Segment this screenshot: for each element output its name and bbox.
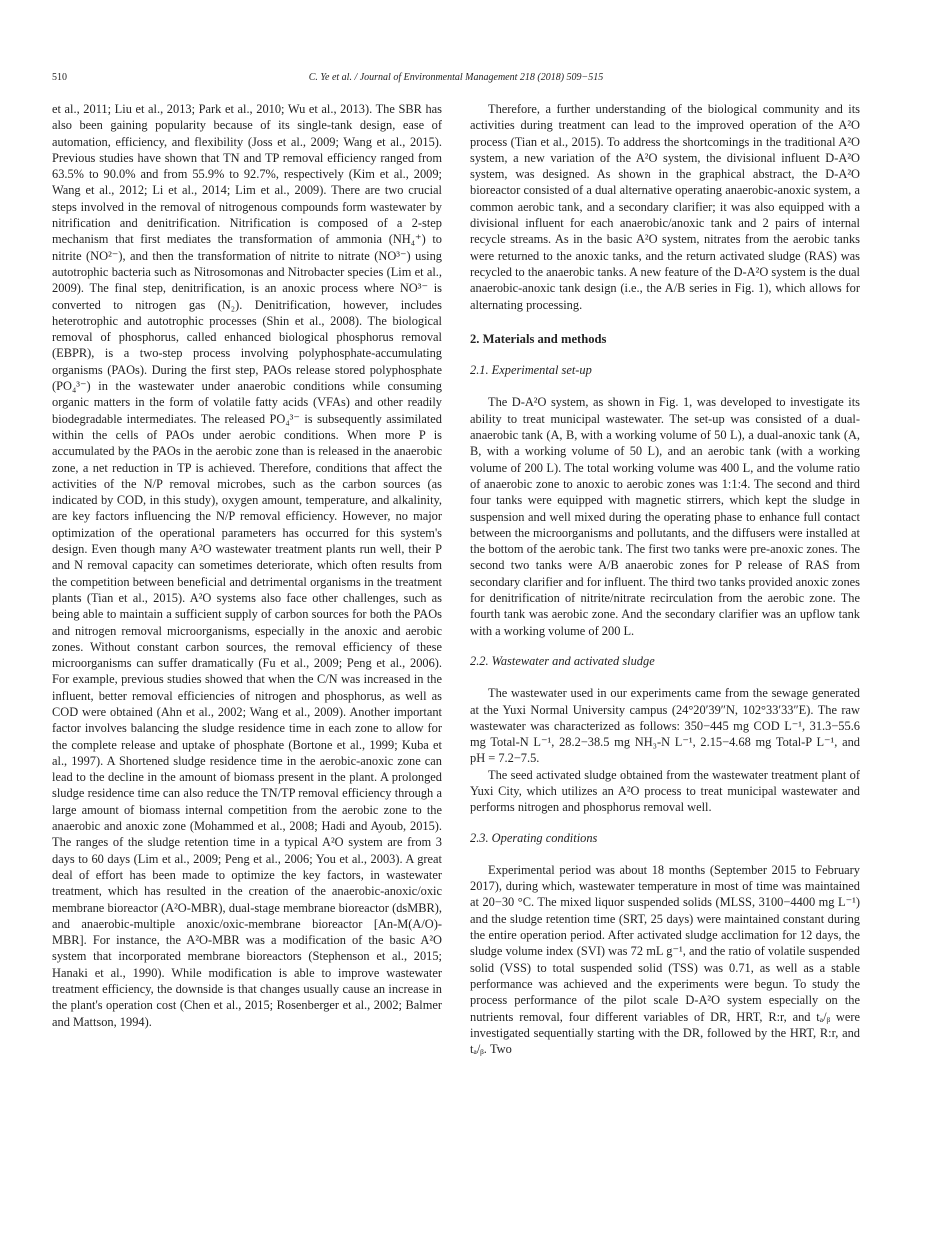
section-title-materials-methods: 2. Materials and methods xyxy=(470,331,607,346)
continued-paragraph: et al., 2011; Liu et al., 2013; Park et al., 2010; Wu et al., 2013). The SBR has also been gaining popularity because of its single-tank design, ease of automation, efficiency, and flexibility (Joss et al., 2009; Wang et al., 2015). Previous studies have shown that TN and TP removal efficiency ranged from 63.5% to 90.0% and from 55.9% to 92.7%, respectively (Kim et al., 2009; Wang et al., 2012; Li et al., 2014; Lim et al., 2009). There are two crucial steps involved in the removal of nitrogenous compounds form wastewater by nitrification and denitrification. Nitrification is composed of a 2-step mechanism that first mediates the transformation of ammonia (NH₄⁺) to nitrite (NO²⁻), and then the transformation of nitrite to nitrate (NO³⁻) using autotrophic bacteria such as Nitrosomonas and Nitrobacter species (Lim et al., 2009). The final step, denitrification, is an anoxic process where NO³⁻ is converted to nitrogen gas (N₂). Denitrification, however, includes heterotrophic and autotrophic processes (Shin et al., 2008). The biological removal of phosphorus, called enhanced biological phosphorus removal (EBPR), is a two-step process involving polyphosphate-accumulating organisms (PAOs). During the first step, PAOs release stored polyphosphate (PO₄³⁻) in the wastewater under anaerobic conditions while consuming organic matters in the form of volatile fatty acids (VFAs) and other readily biodegradable intermediates. The released PO₄³⁻ is subsequently assimilated within the cells of PAOs under aerobic conditions. When more P is accumulated by the PAOs in the aerobic zone than is released in the anaerobic zone, a net reduction in TP is achieved. Therefore, conditions that affect the activities of the N/P removal microbes, such as the carbon sources (as indicated by COD, in this study), oxygen amount, temperature, and alkalinity, are key factors influencing the N/P removal efficiency. However, no major optimization of the operational parameters has occurred for this system's design. Even though many A²O wastewater treatment plants run well, their P and N removal capacity can sometimes deteriorate, which often results from the competition between beneficial and detrimental organisms in the treatment plants (Tian et al., 2015). A²O systems also face other challenges, such as being able to maintain a sufficient supply of carbon sources for both the PAOs and nitrogen removal microorganisms, especially in the anoxic and aerobic zones. Without constant carbon sources, the removal efficiency of these microorganisms can suffer dramatically (Fu et al., 2009; Peng et al., 2006). For example, previous studies showed that when the C/N was increased in the influent, better removal efficiencies of nitrogen and phosphorus, as well as COD were obtained (Ahn et al., 2002; Wang et al., 2009). Another important factor involves balancing the sludge residence time in each zone to allow for the complete release and uptake of phosphate (Bortone et al., 1999; Kuba et al., 1997). A Shortened sludge residence time in the aerobic-anoxic zone can lead to the decline in the amount of biomass present in the plant. A prolonged sludge residence time can also reduce the TN/TP removal efficiency through a large amount of biomass internal competition from the aerobic zone to the anaerobic and anoxic zone (Mohammed et al., 2008; Hadi and Ayoub, 2015). The ranges of the sludge retention time in a typical A²O system are from 3 days to 60 days (Lim et al., 2009; Peng et al., 2006; You et al., 2003). A great deal of effort has been made to optimize the key factors, in wastewater treatment, which has resulted in the creation of the anaerobic-anoxic/oxic membrane bioreactor (A²O-MBR), dual-stage membrane bioreactor (dsMBR), and anaerobic-multiple anoxic/oxic-membrane bioreactor [An-M(A/O)-MBR]. For instance, the A²O-MBR was a modification of the basic A²O system that incorporated membrane bioreactors (Stephenson et al., 2015; Hanaki et al., 1990). While modification is able to improve wastewater treatment efficiency, the downside is that changes usually cause an increase in the plant's operation cost (Chen et al., 2015; Rosenberger et al., 2002; Balmer and Mattson, 1994). xyxy=(52,102,442,1029)
subsection-title-setup: 2.1. Experimental set-up xyxy=(470,363,592,378)
subsection-title-wastewater: 2.2. Wastewater and activated sludge xyxy=(470,653,655,668)
subsection-title-operating: 2.3. Operating conditions xyxy=(470,830,598,845)
right-column xyxy=(470,101,860,1057)
left-column xyxy=(52,101,442,1030)
page-number: 510 xyxy=(52,72,67,83)
setup-paragraph: The D-A²O system, as shown in Fig. 1, was developed to investigate its ability to treat municipal wastewater. The set-up was consisted of a dual-anaerobic tank (A, B, with a working volume of 50 L), a dual-anoxic tank (A, B, with a working volume of 50 L), and an aerobic tank (with a working volume of 200 L). The total working volume was 400 L, and the volume ratio of anaerobic zone to anoxic to aerobic zones was 1:1:4. The second and third four tanks were equipped with magnetic stirrers, which kept the sludge in suspension and well mixed during the operating phase to enhance full contact between the microorganisms and pollutants, and the diffusers were installed at the bottom of the aerobic tank. The first two tanks were pre-anoxic zones. The second two tanks were A/B anaerobic zones for P release of RAS from secondary clarifier and for influent. The third two tanks provided anoxic zones for denitrification of nitrite/nitrate recirculation from the aerobic zone. The fourth tank was aerobic zone. And the secondary clarifier was an upflow tank with a working volume of 200 L. xyxy=(470,395,860,638)
journal-citation-line: C. Ye et al. / Journal of Environmental Management 218 (2018) 509−515 xyxy=(308,72,604,83)
operating-paragraph: Experimental period was about 18 months (September 2015 to February 2017), during which, wastewater temperature in most of time was maintained at 20−30 °C. The mixed liquor suspended solids (MLSS, 3100−4400 mg L⁻¹) and the sludge retention time (SRT, 25 days) were maintained constant during the entire operation period. After activated sludge acclimation for 12 days, the sludge volume index (SVI) was 72 mL g⁻¹, and the ratio of volatile suspended solid (VSS) to total suspended solid (TSS) was 0.71, as well as a stable performance was achieved and the experiments were begun. To study the process performance of the pilot scale D-A²O system especially on the nutrients removal, four different variables of DR, HRT, R:r, and tₐ/ᵦ were investigated sequentially starting with the DR, followed by the HRT, R:r, and tₐ/ᵦ. Two xyxy=(470,862,860,1057)
intro-paragraph: Therefore, a further understanding of the biological community and its activities during treatment can lead to the improved operation of the A²O process (Tian et al., 2015). To address the shortcomings in the traditional A²O system, a new variation of the A²O system, the divisional influent D-A²O system, was designed. As shown in the graphical abstract, the D-A²O bioreactor consisted of a dual alternative operating anaerobic-anoxic system, a common aerobic tank, and a secondary clarifier; it was also equipped with a divisional influent for each anaerobic/anoxic tank and 2 pairs of internal recycle streams. As in the basic A²O system, nitrates from the aerobic tanks were returned to the anoxic tanks, and the return activated sludge (RAS) was recycled to the anaerobic tanks. A new feature of the D-A²O system is the dual anaerobic-anoxic tank design (i.e., the A/B series in Fig. 1), which allows for alternating processing. xyxy=(470,102,860,312)
page-header xyxy=(52,72,860,88)
sludge-paragraph: The seed activated sludge obtained from the wastewater treatment plant of Yuxi City, which utilizes an A²O process to treat municipal wastewater and performs nitrogen and phosphorus removal well. xyxy=(470,767,860,815)
wastewater-paragraph: The wastewater used in our experiments came from the sewage generated at the Yuxi Normal University campus (24°20′39″N, 102°33′33″E). The raw wastewater was characterized as follows: 350−445 mg COD L⁻¹, 31.3−55.6 mg Total-N L⁻¹, 28.2−38.5 mg NH₃-N L⁻¹, 2.15−4.68 mg Total-P L⁻¹, and pH = 7.2−7.5. xyxy=(470,686,860,766)
